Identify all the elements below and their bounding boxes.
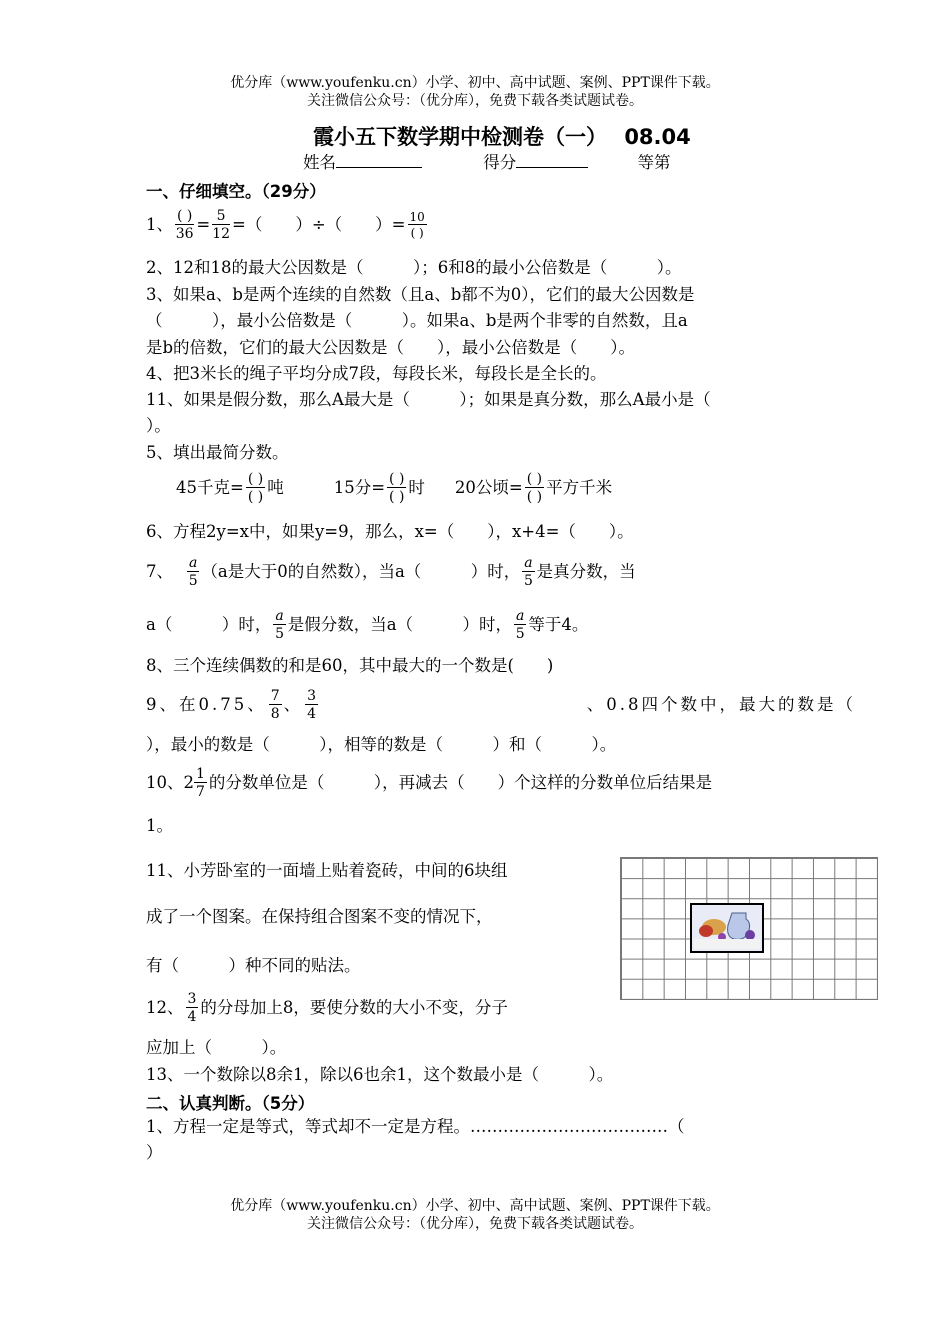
title-text: 霞小五下数学期中检测卷（一） [313,125,607,149]
question-4: 4、把3米长的绳子平均分成7段，每段长米，每段长是全长的。 [146,364,607,383]
student-info-row [303,152,671,174]
question-13: 13、一个数除以8余1，除以6也余1，这个数最小是（ ）。 [146,1065,614,1084]
q10-fraction: $\frac{1}{7}$ [196,766,205,800]
q12-fraction: $\frac{3}{4}$ [187,991,197,1025]
fruit-basket-icon [692,905,762,951]
question-11b-line-3: 有（ ）种不同的贴法。 [146,956,361,975]
section-2-heading: 二、认真判断。（5分） [146,1094,315,1113]
q1-fraction-2: $\frac{5}{12}$ [212,208,231,242]
name-label: 姓名 [303,153,336,172]
judge-1-line-1: 1、方程一定是等式，等式却不一定是方程。………………………………（ [146,1117,685,1136]
judge-1-line-2: ） [146,1143,163,1162]
q1-expression: =（ ）÷（ ）= [232,215,406,234]
question-6: 6、方程2y=x中，如果y=9，那么，x=（ ），x+4=（ ）。 [146,522,634,541]
grade-label: 等第 [637,153,671,172]
question-3-line-3: 是b的倍数，它们的最大公因数是（ ），最小公倍数是（ ）。 [146,338,636,357]
question-11a-line-2: ）。 [146,416,171,435]
page-title [313,121,691,151]
question-11b-line-2: 成了一个图案。在保持组合图案不变的情况下， [146,907,493,926]
footer-line-2: 关注微信公众号：（优分库），免费下载各类试题试卷。 [307,1216,643,1232]
question-8: 8、三个连续偶数的和是60，其中最大的一个数是( ) [146,656,554,675]
question-9-line-2: ），最小的数是（ ），相等的数是（ ）和（ ）。 [146,735,617,754]
q7-fraction-a: $\frac{a}{5}$ [188,555,198,589]
question-10-line-1: 10、2 $\frac{1}{7}$ 的分数单位是（ ），再减去（ ）个这样的分数单位后结果是 [146,766,713,800]
question-1 [146,203,429,247]
question-12-line-1: 12、 $\frac{3}{4}$ 的分母加上8，要使分数的大小不变，分子 [146,991,508,1025]
header-line-2: 关注微信公众号：（优分库），免费下载各类试题试卷。 [307,93,643,109]
question-3-line-2: （ ），最小公倍数是（ ）。如果a、b是两个非零的自然数，且a [146,311,688,330]
q7-fraction-b: $\frac{a}{5}$ [524,555,533,589]
question-5-items [176,465,612,511]
question-11a-line-1: 11、如果是假分数，那么A最大是（ ）；如果是真分数，那么A最小是（ [146,390,711,409]
name-field[interactable] [336,167,422,168]
question-2: 2、12和18的最大公因数是（ ）；6和8的最小公倍数是（ ）。 [146,258,682,277]
question-12-line-2: 应加上（ ）。 [146,1038,287,1057]
q9-fraction-7-8: $\frac{7}{8}$ [270,688,280,722]
question-5-heading: 5、填出最简分数。 [146,443,289,462]
question-3-line-1: 3、如果a、b是两个连续的自然数（且a、b都不为0），它们的最大公因数是 [146,285,695,304]
section-1-heading: 一、仔细填空。（29分） [146,182,326,201]
question-9-line-1: 9、在0.75、 $\frac{7}{8}$ 、 $\frac{3}{4}$ 、0.8四个数中，最大的数是（ [146,688,856,722]
q7-fraction-c: $\frac{a}{5}$ [275,608,284,642]
q1-equals: = [196,215,211,234]
question-7-line-1: 7、 $\frac{a}{5}$ （a是大于0的自然数），当a（ ）时， $\frac{a}{5}$ 是真分数，当 [146,555,636,589]
q5-item-3: 20公顷= $\frac{( )}{( )}$ 平方千米 [454,471,613,505]
footer-line-1: 优分库（www.youfenku.cn）小学、初中、高中试题、案例、PPT课件下载。 [230,1198,720,1214]
q9-fraction-3-4: $\frac{3}{4}$ [307,688,317,722]
q5-item-2: 15分= $\frac{( )}{( )}$ 时 [333,471,425,505]
question-11b-line-1: 11、小芳卧室的一面墙上贴着瓷砖，中间的6块组 [146,861,508,880]
question-10-line-2: 1。 [146,816,173,835]
tile-pattern-image [690,903,764,953]
q1-number: 1、 [146,215,173,234]
header-line-1: 优分库（www.youfenku.cn）小学、初中、高中试题、案例、PPT课件下载。 [230,75,720,91]
score-label: 得分 [483,153,517,172]
q7-fraction-d: $\frac{a}{5}$ [515,608,525,642]
title-date: 08.04 [624,125,691,149]
q1-fraction-3: $\frac{10}{( )}$ [409,210,425,240]
q1-fraction-1: $\frac{( )}{36}$ [175,208,194,242]
q5-item-1: 45千克= $\frac{( )}{( )}$ 吨 [176,471,284,505]
score-field[interactable] [516,167,588,168]
question-7-line-2: a（ ）时， $\frac{a}{5}$ 是假分数，当a（ ）时， $\frac{a}{5}$ 等于4。 [146,608,589,642]
